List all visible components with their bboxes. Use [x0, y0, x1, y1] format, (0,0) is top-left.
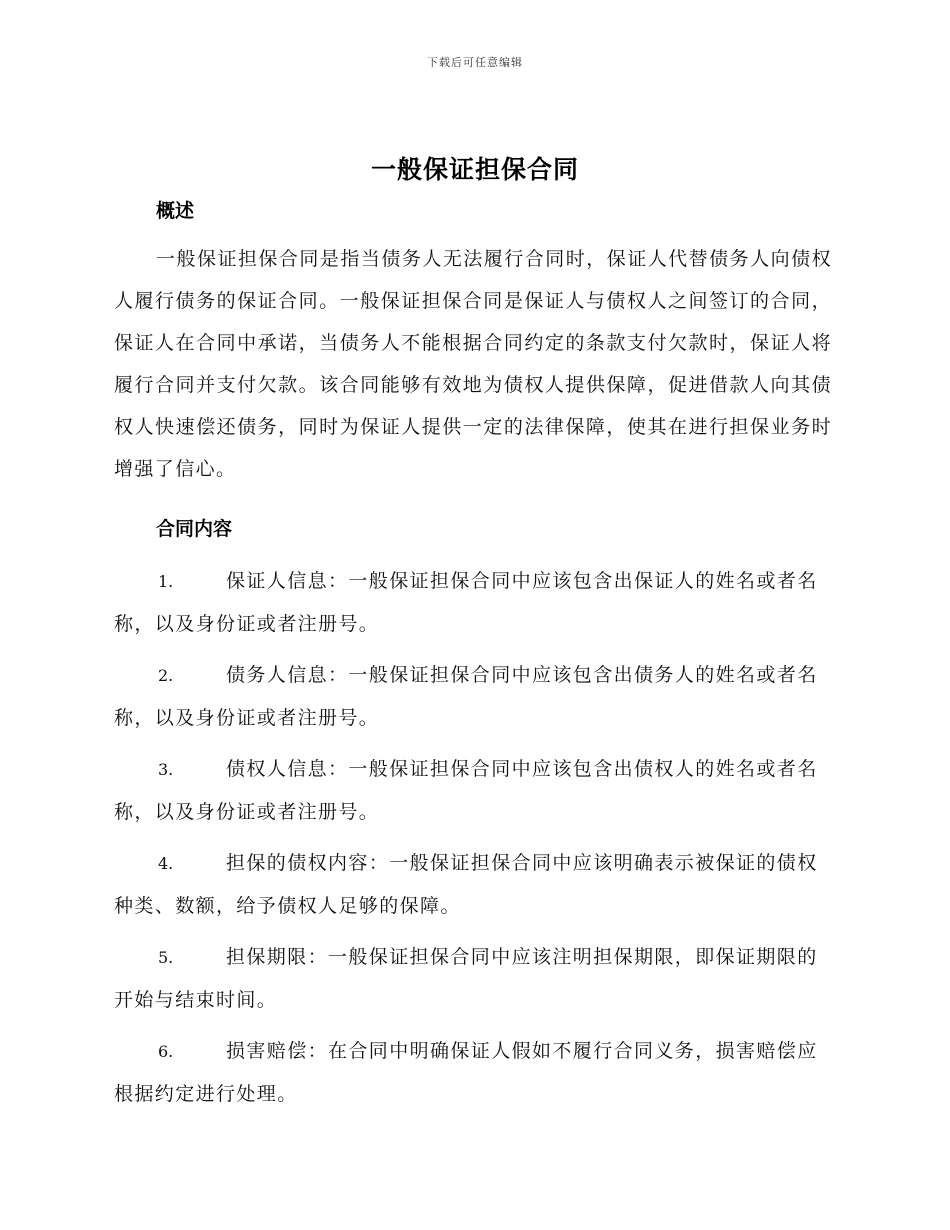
clause-text: 损害赔偿：在合同中明确保证人假如不履行合同义务，损害赔偿应根据约定进行处理。	[114, 1040, 818, 1105]
clause-item	[114, 936, 832, 1021]
contents-heading: 合同内容	[156, 518, 233, 540]
clause-number: 6.	[158, 1042, 174, 1061]
overview-paragraph: 一般保证担保合同是指当债务人无法履行合同时，保证人代替债务人向债权人履行债务的保证合同。一般保证担保合同是保证人与债权人之间签订的合同，保证人在合同中承诺，当债务人不能根据合同约定的条款支付欠款时，保证人将履行合同并支付欠款。该合同能够有效地为债权人提供保障，促进借款人向其债权人快速偿还债务，同时为保证人提供一定的法律保障，使其在进行担保业务时增强了信心。	[114, 248, 832, 480]
overview-heading: 概述	[156, 200, 195, 222]
clause-list	[114, 560, 832, 1115]
clause-number: 3.	[158, 760, 174, 779]
clause-item	[114, 654, 832, 739]
clause-item	[114, 560, 832, 645]
document-body	[114, 196, 832, 1124]
clause-number: 1.	[158, 572, 174, 591]
clause-number: 2.	[158, 666, 174, 685]
clause-item	[114, 1030, 832, 1115]
clause-number: 5.	[158, 948, 174, 967]
clause-text: 担保的债权内容：一般保证担保合同中应该明确表示被保证的债权种类、数额，给予债权人足够的保障。	[114, 852, 818, 917]
document-title: 一般保证担保合同	[370, 155, 579, 184]
clause-text: 担保期限：一般保证担保合同中应该注明担保期限，即保证期限的开始与结束时间。	[114, 946, 818, 1011]
clause-item	[114, 748, 832, 833]
clause-text: 债务人信息：一般保证担保合同中应该包含出债务人的姓名或者名称，以及身份证或者注册号。	[114, 664, 818, 729]
clause-text: 保证人信息：一般保证担保合同中应该包含出保证人的姓名或者名称，以及身份证或者注册号。	[114, 570, 818, 635]
clause-text: 债权人信息：一般保证担保合同中应该包含出债权人的姓名或者名称，以及身份证或者注册号。	[114, 758, 818, 823]
clause-number: 4.	[158, 854, 174, 873]
clause-item	[114, 842, 832, 927]
page-header-note: 下载后可任意编辑	[427, 56, 523, 69]
